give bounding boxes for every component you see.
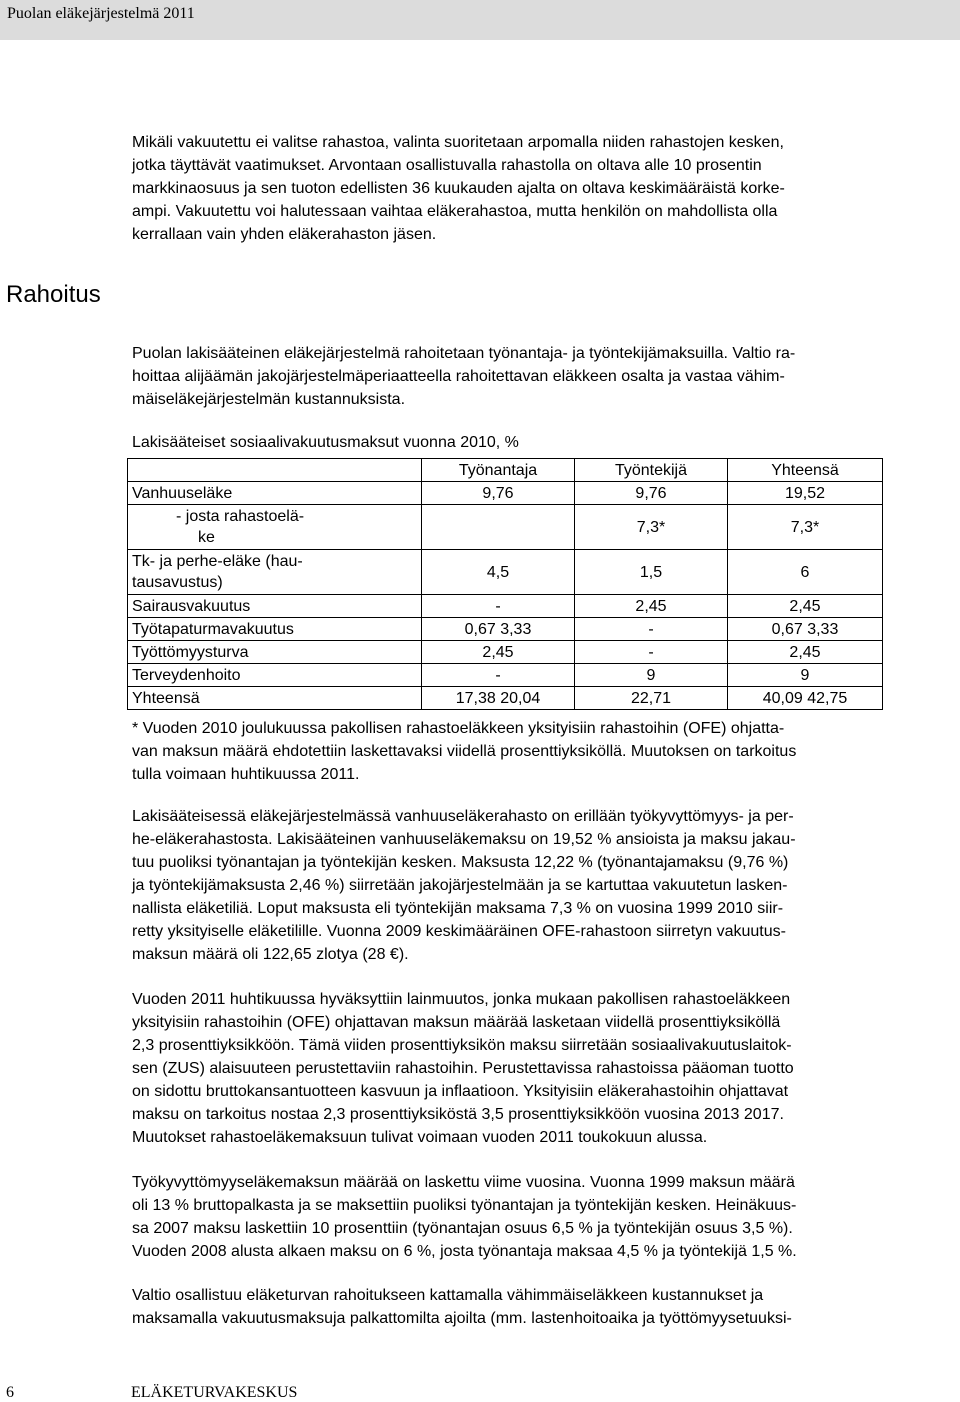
text-line: Muutokset rahastoeläkemaksuun tulivat voimaan vuoden 2011 toukokuun alussa. bbox=[132, 1129, 708, 1146]
text-line: tuu puoliksi työnantajan ja työntekijän kesken. Maksusta 12,22 % (työnantajamaksu (9,76 %) bbox=[132, 854, 789, 871]
row-label: Yhteensä bbox=[128, 687, 422, 710]
footer-organization: ELÄKETURVAKESKUS bbox=[131, 1384, 298, 1401]
page-header bbox=[0, 0, 960, 40]
cell-employee: - bbox=[575, 641, 728, 664]
table-row bbox=[128, 550, 883, 595]
contributions-table bbox=[127, 458, 883, 710]
cell-employer: 4,5 bbox=[422, 550, 575, 595]
text-line: jotka täyttävät vaatimukset. Arvontaan osallistuvalla rahastolla on oltava alle 10 prosentin bbox=[132, 157, 762, 174]
row-label: Terveydenhoito bbox=[128, 664, 422, 687]
cell-employer: 2,45 bbox=[422, 641, 575, 664]
cell-employee: 22,71 bbox=[575, 687, 728, 710]
cell-employer: 17,38 20,04 bbox=[422, 687, 575, 710]
header-cell-employee: Työntekijä bbox=[575, 459, 728, 482]
text-line: yksityisiin rahastoihin (OFE) ohjattavan maksun määrää lasketaan viidellä prosenttiyksiköllä bbox=[132, 1014, 781, 1031]
text-line: nallista eläketiliä. Loput maksusta eli työntekijän maksama 7,3 % on vuosina 1999 2010 siir- bbox=[132, 900, 784, 917]
table-footnote bbox=[132, 717, 950, 786]
text-line: maksu on tarkoitus nostaa 2,3 prosenttiyksiköstä 3,5 prosenttiyksikköön vuosina 2013 2017. bbox=[132, 1106, 784, 1123]
text-line: 2,3 prosenttiyksikköön. Tämä viiden prosenttiyksikön maksu siirretään sosiaalivakuutuslaitok- bbox=[132, 1037, 792, 1054]
text-line: Työkyvyttömyyseläkemaksun määrää on laskettu viime vuosina. Vuonna 1999 maksun määrä bbox=[132, 1174, 795, 1191]
text-line: Lakisääteisessä eläkejärjestelmässä vanhuuseläkerahasto on erillään työkyvyttömyys- ja per- bbox=[132, 808, 794, 825]
text-line: ja työntekijämaksusta 2,46 %) siirretään jakojärjestelmään ja se kartuttaa vakuutetun lasken- bbox=[132, 877, 788, 894]
header-cell-total: Yhteensä bbox=[728, 459, 883, 482]
text-line: kerrallaan vain yhden eläkerahaston jäsen. bbox=[132, 226, 437, 243]
cell-employee: 2,45 bbox=[575, 595, 728, 618]
cell-total: 2,45 bbox=[728, 641, 883, 664]
row-label: Työttömyysturva bbox=[128, 641, 422, 664]
section-heading-rahoitus: Rahoitus bbox=[6, 281, 101, 308]
cell-total: 9 bbox=[728, 664, 883, 687]
text-line: van maksun määrä ehdotettiin laskettavaksi viidellä prosenttiyksiköllä. Muutoksen on tarkoitus bbox=[132, 743, 797, 760]
table-row bbox=[128, 595, 883, 618]
row-label bbox=[128, 505, 422, 550]
paragraph-fund-selection bbox=[132, 131, 950, 246]
page-number: 6 bbox=[6, 1384, 14, 1401]
table-header-row bbox=[128, 459, 883, 482]
text-line: Mikäli vakuutettu ei valitse rahastoa, valinta suoritetaan arpomalla niiden rahastojen kesken, bbox=[132, 134, 784, 151]
table-caption: Lakisääteiset sosiaalivakuutusmaksut vuonna 2010, % bbox=[132, 434, 519, 451]
cell-employee: - bbox=[575, 618, 728, 641]
text-line: markkinaosuus ja sen tuoton edellisten 36 kuukauden ajalta on oltava keskimääräistä korke- bbox=[132, 180, 785, 197]
text-line: hoittaa alijäämän jakojärjestelmäperiaatteella rahoitettavan eläkkeen osalta ja vastaa vähim- bbox=[132, 368, 785, 385]
cell-employee: 1,5 bbox=[575, 550, 728, 595]
text-line: * Vuoden 2010 joulukuussa pakollisen rahastoeläkkeen yksityisiin rahastoihin (OFE) ohjatta- bbox=[132, 720, 785, 737]
cell-total: 6 bbox=[728, 550, 883, 595]
cell-total: 2,45 bbox=[728, 595, 883, 618]
row-label: Työtapaturmavakuutus bbox=[128, 618, 422, 641]
text-line: maksamalla vakuutusmaksuja palkattomilta ajoilta (mm. lastenhoitoaika ja työttömyysetuuksi- bbox=[132, 1310, 792, 1327]
text-line: sa 2007 maksu laskettiin 10 prosenttiin (työnantajan osuus 6,5 % ja työntekijän osuus 3,5 %). bbox=[132, 1220, 793, 1237]
text-line: mäiseläkejärjestelmän kustannuksista. bbox=[132, 391, 406, 408]
table-row bbox=[128, 618, 883, 641]
paragraph-old-age-fund bbox=[132, 805, 950, 966]
text-line: sen (ZUS) alaisuuteen perustettaviin rahastoihin. Perustettavissa rahastoissa pääoman tuotto bbox=[132, 1060, 794, 1077]
cell-employee: 7,3* bbox=[575, 505, 728, 550]
text-line: tulla voimaan huhtikuussa 2011. bbox=[132, 766, 360, 783]
text-line: Puolan lakisääteinen eläkejärjestelmä rahoitetaan työnantaja- ja työntekijämaksuilla. Valtio ra- bbox=[132, 345, 796, 362]
text-line: Valtio osallistuu eläketurvan rahoitukseen kattamalla vähimmäiseläkkeen kustannukset ja bbox=[132, 1287, 764, 1304]
table-row bbox=[128, 505, 883, 550]
cell-employer: 9,76 bbox=[422, 482, 575, 505]
cell-employer: 0,67 3,33 bbox=[422, 618, 575, 641]
row-label bbox=[128, 550, 422, 595]
text-line: oli 13 % bruttopalkasta ja se maksettiin puoliksi työnantajan ja työntekijän kesken. Heinäkuus- bbox=[132, 1197, 797, 1214]
table-row-total bbox=[128, 687, 883, 710]
text-line: retty yksityiselle eläketilille. Vuonna 2009 keskimääräinen OFE-rahastoon siirretyn vakuutus- bbox=[132, 923, 786, 940]
table-row bbox=[128, 664, 883, 687]
cell-employer bbox=[422, 505, 575, 550]
table-row bbox=[128, 641, 883, 664]
text-line: ampi. Vakuutettu voi halutessaan vaihtaa eläkerahastoa, mutta henkilön on mahdollista olla bbox=[132, 203, 778, 220]
header-title: Puolan eläkejärjestelmä 2011 bbox=[7, 5, 195, 22]
text-line: he-eläkerahastosta. Lakisääteinen vanhuuseläkemaksu on 19,52 % ansioista ja maksu jakau- bbox=[132, 831, 796, 848]
row-label-line: tausavustus) bbox=[132, 574, 223, 591]
row-label-line: ke bbox=[198, 529, 215, 546]
paragraph-law-change-2011 bbox=[132, 988, 950, 1149]
row-label-line: - josta rahastoelä- bbox=[176, 508, 305, 525]
table-row bbox=[128, 482, 883, 505]
cell-employee: 9 bbox=[575, 664, 728, 687]
cell-employer: - bbox=[422, 595, 575, 618]
row-label-line: Tk- ja perhe-eläke (hau- bbox=[132, 553, 303, 570]
header-cell-employer: Työnantaja bbox=[422, 459, 575, 482]
cell-employee: 9,76 bbox=[575, 482, 728, 505]
text-line: maksun määrä oli 122,65 zlotya (28 €). bbox=[132, 946, 409, 963]
cell-total: 40,09 42,75 bbox=[728, 687, 883, 710]
cell-total: 0,67 3,33 bbox=[728, 618, 883, 641]
text-line: Vuoden 2008 alusta alkaen maksu on 6 %, josta työnantaja maksaa 4,5 % ja työntekijä 1,5 %. bbox=[132, 1243, 797, 1260]
cell-employer: - bbox=[422, 664, 575, 687]
paragraph-state-participation bbox=[132, 1284, 950, 1330]
row-label: Vanhuuseläke bbox=[128, 482, 422, 505]
row-label: Sairausvakuutus bbox=[128, 595, 422, 618]
paragraph-disability-contribution bbox=[132, 1171, 950, 1263]
paragraph-financing bbox=[132, 342, 950, 411]
text-line: Vuoden 2011 huhtikuussa hyväksyttiin lainmuutos, jonka mukaan pakollisen rahastoeläkkeen bbox=[132, 991, 791, 1008]
text-line: on sidottu bruttokansantuotteen kasvuun ja inflaatioon. Yksityisiin eläkerahastoihin ohjattavat bbox=[132, 1083, 789, 1100]
cell-total: 7,3* bbox=[728, 505, 883, 550]
header-cell-empty bbox=[128, 459, 422, 482]
cell-total: 19,52 bbox=[728, 482, 883, 505]
